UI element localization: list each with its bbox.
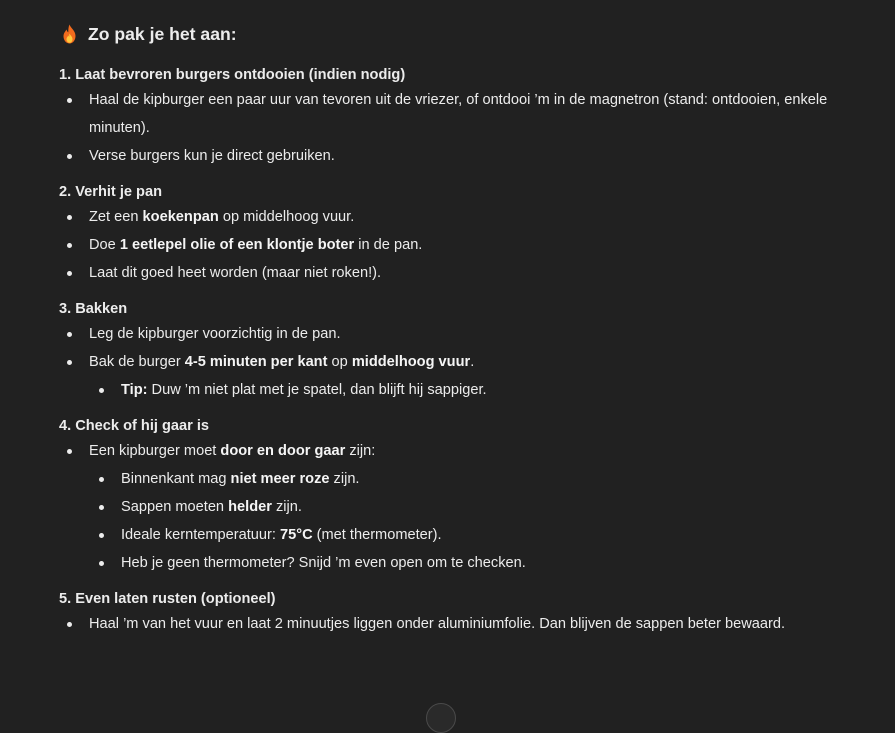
list-item: Leg de kipburger voorzichtig in de pan.	[59, 320, 859, 348]
text: zijn.	[271, 499, 302, 515]
text: zijn:	[345, 443, 376, 459]
step-4-title: 4. Check of hij gaar is	[59, 418, 210, 434]
step-3-list	[59, 320, 859, 404]
fire-icon	[61, 24, 78, 44]
step-5-title: 5. Even laten rusten (optioneel)	[59, 591, 276, 607]
text: op middelhoog vuur.	[218, 209, 355, 225]
list-item: Verse burgers kun je direct gebruiken.	[59, 142, 859, 170]
step-1	[59, 64, 859, 170]
step-5-list	[59, 610, 859, 638]
text: (met thermometer).	[312, 527, 442, 543]
text: Binnenkant mag	[121, 471, 231, 487]
text: Ideale kerntemperatuur:	[121, 527, 280, 543]
step-1-title: 1. Laat bevroren burgers ontdooien (indien nodig)	[59, 67, 406, 83]
bold-text: middelhoog vuur	[351, 354, 471, 370]
step-4-list	[59, 437, 859, 577]
sub-list-item	[59, 493, 859, 521]
text: Duw ’m niet plat met je spatel, dan blijft hij sappiger.	[147, 382, 487, 398]
instructions-heading	[59, 21, 859, 47]
instructions-heading-text: Zo pak je het aan:	[88, 23, 237, 44]
list-item	[59, 348, 859, 376]
text: Zet een	[89, 209, 143, 225]
list-item: Laat dit goed heet worden (maar niet roken!).	[59, 259, 859, 287]
text: Doe	[89, 237, 120, 253]
tip-label: Tip:	[121, 382, 148, 398]
text: Bak de burger	[89, 354, 185, 370]
bold-text: koekenpan	[142, 209, 219, 225]
bold-text: 4-5 minuten per kant	[184, 354, 328, 370]
step-2-title: 2. Verhit je pan	[59, 184, 163, 200]
list-item	[59, 203, 859, 231]
chat-message	[59, 21, 859, 649]
sub-list-item	[59, 376, 859, 404]
step-1-list	[59, 86, 859, 170]
bold-text: door en door gaar	[220, 443, 346, 459]
text: in de pan.	[354, 237, 423, 253]
text: op	[327, 354, 352, 370]
bold-text: 75°C	[280, 527, 313, 543]
sub-list-item	[59, 521, 859, 549]
text: Sappen moeten	[121, 499, 229, 515]
step-2-list	[59, 203, 859, 287]
text: .	[470, 354, 475, 370]
text: zijn.	[329, 471, 360, 487]
scroll-down-button[interactable]	[426, 703, 456, 733]
list-item: Haal de kipburger een paar uur van tevoren uit de vriezer, of ontdooi ’m in de magnetron (stand: ontdooien, enkele minuten).	[59, 86, 859, 142]
step-3	[59, 298, 859, 404]
step-2	[59, 181, 859, 287]
list-item: Haal ’m van het vuur en laat 2 minuutjes liggen onder aluminiumfolie. Dan blijven de sappen beter bewaard.	[59, 610, 859, 638]
bold-text: helder	[228, 499, 272, 515]
list-item	[59, 437, 859, 465]
sub-list-item	[59, 465, 859, 493]
step-3-title: 3. Bakken	[59, 301, 128, 317]
sub-list-item: Heb je geen thermometer? Snijd ’m even open om te checken.	[59, 549, 859, 577]
step-5	[59, 588, 859, 638]
list-item	[59, 231, 859, 259]
bold-text: 1 eetlepel olie of een klontje boter	[119, 237, 355, 253]
step-4	[59, 415, 859, 577]
bold-text: niet meer roze	[230, 471, 330, 487]
text: Een kipburger moet	[89, 443, 221, 459]
